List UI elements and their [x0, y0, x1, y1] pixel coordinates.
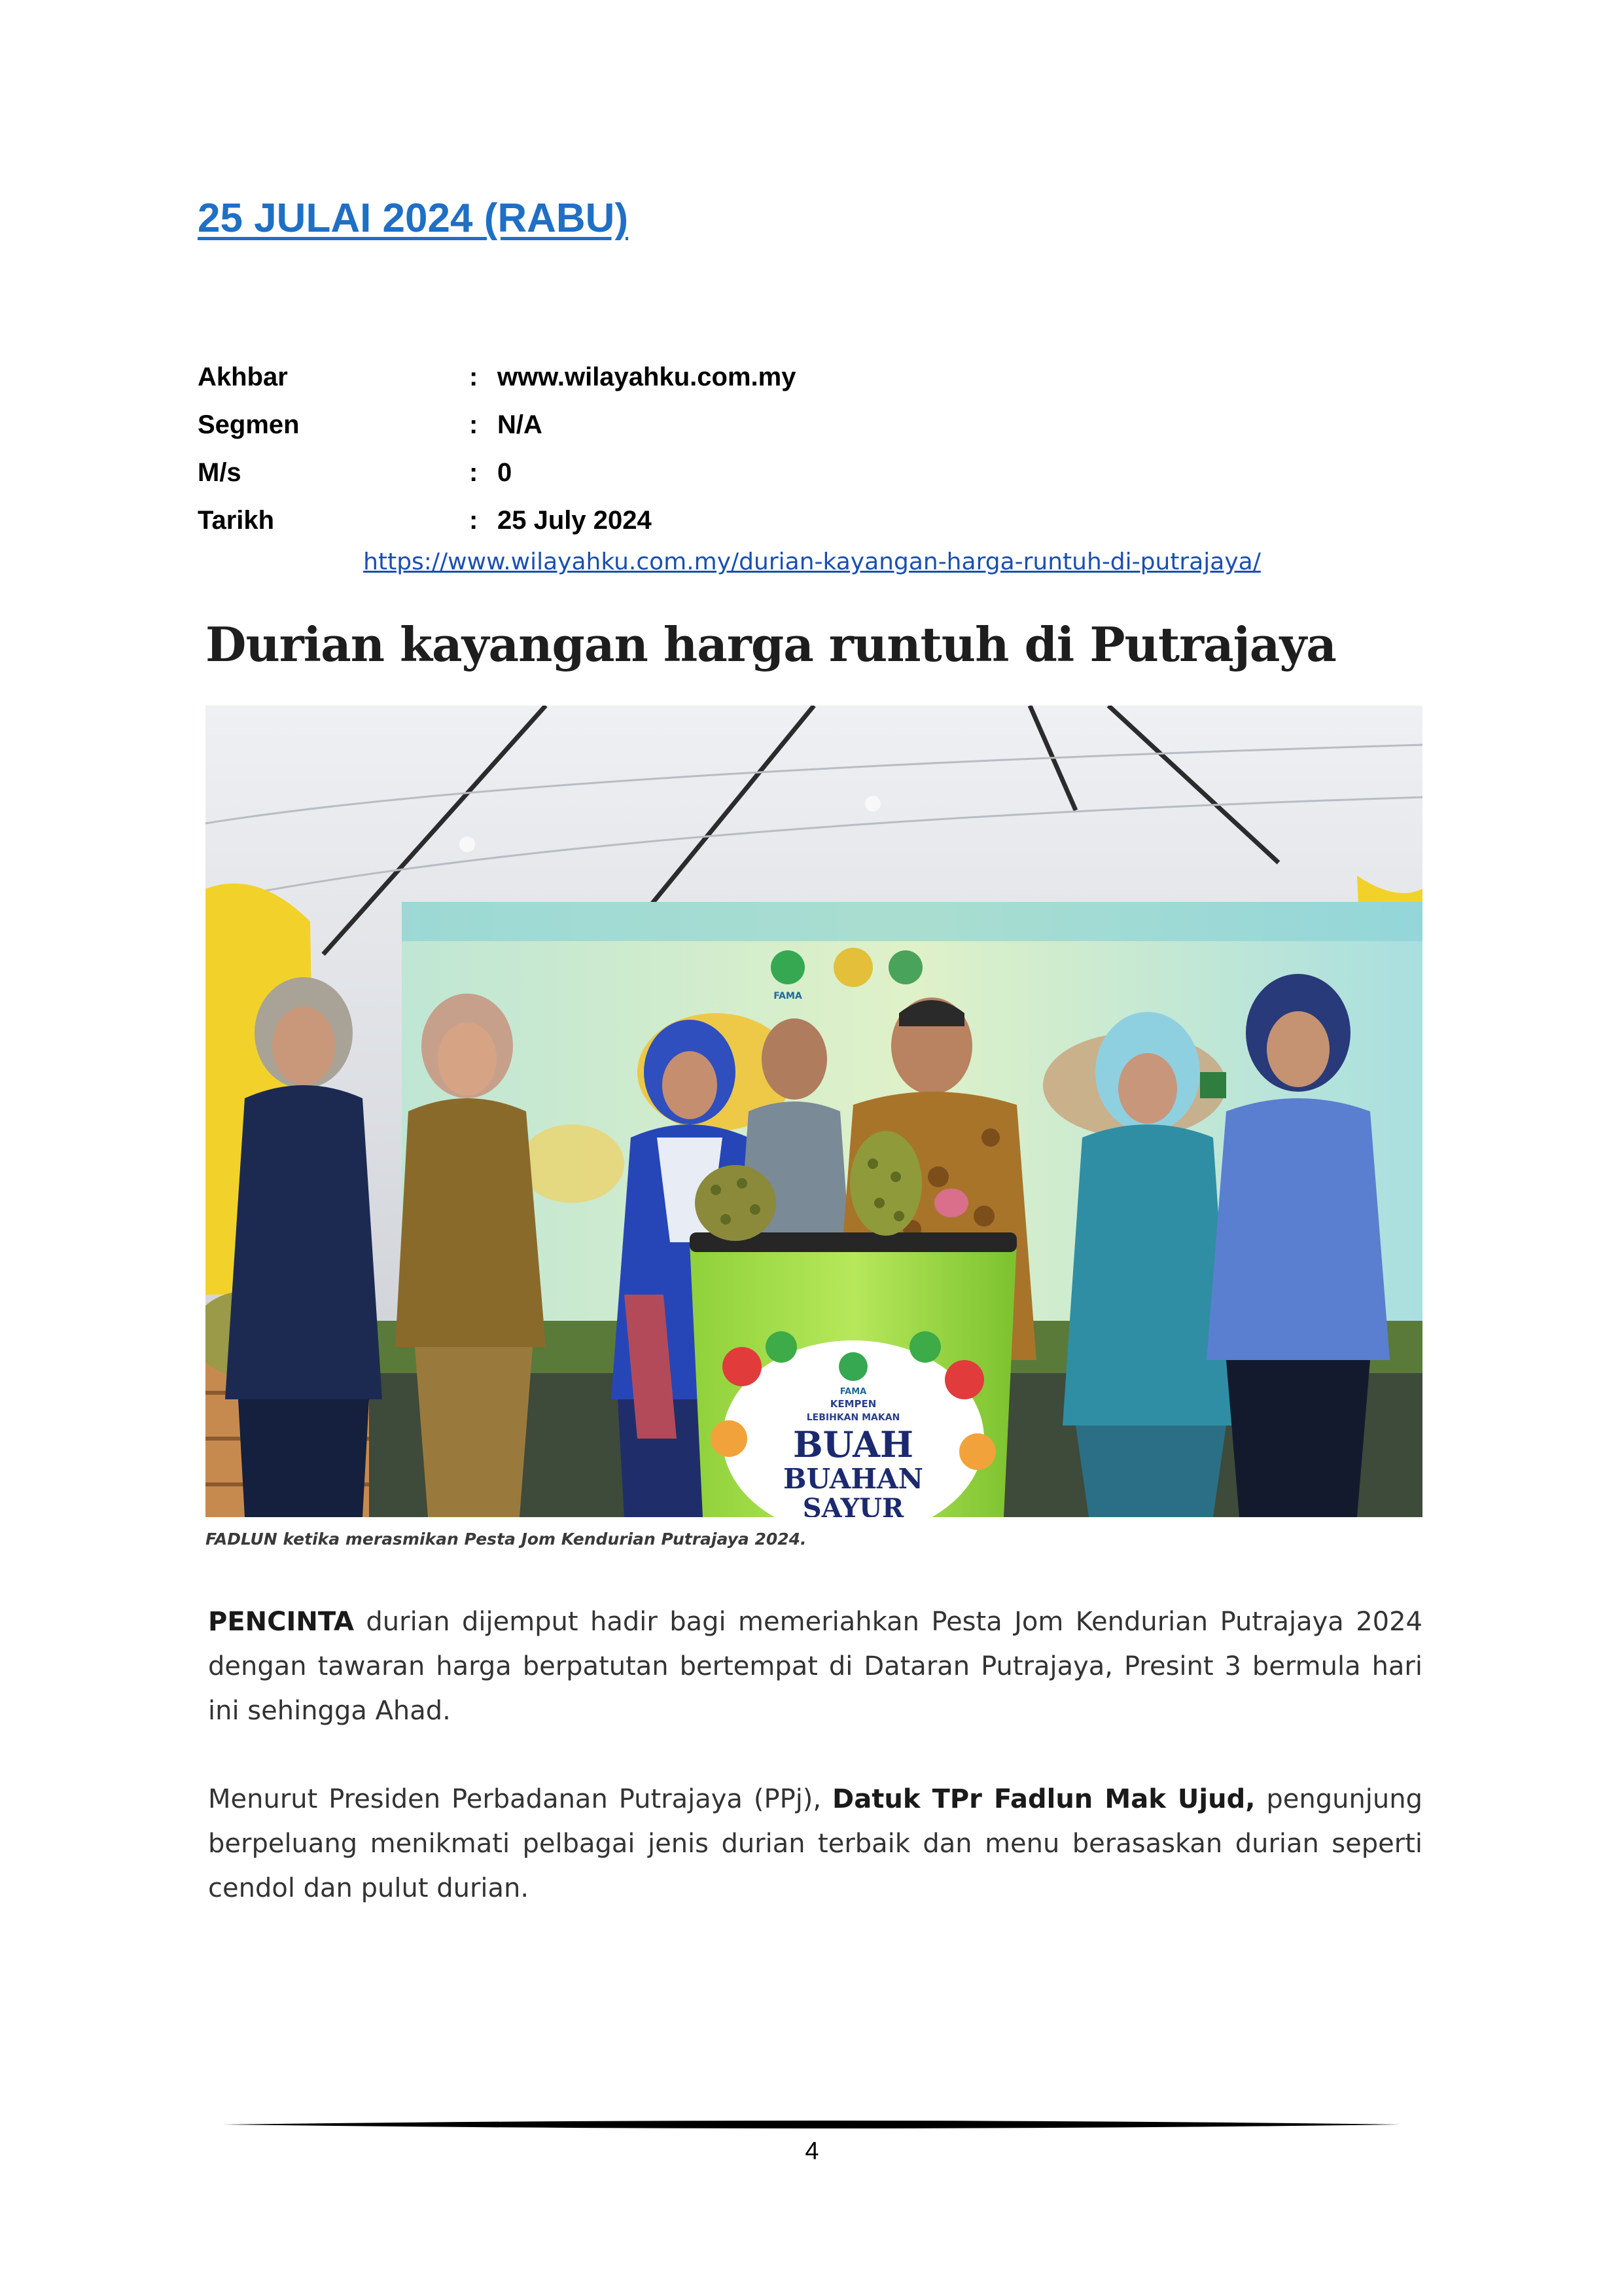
paragraph-2: [208, 1777, 1422, 1910]
bin-sign: [690, 1232, 1017, 1517]
page-number: 4: [805, 2138, 819, 2165]
article-link[interactable]: https://www.wilayahku.com.my/durian-kayangan-harga-runtuh-di-putrajaya/: [363, 548, 1261, 575]
meta-label: M/s: [198, 458, 241, 487]
meta-label: Segmen: [198, 410, 300, 439]
photo-caption: FADLUN ketika merasmikan Pesta Jom Kendurian Putrajaya 2024.: [205, 1530, 807, 1549]
meta-colon: :: [469, 506, 478, 535]
person-name: Datuk TPr Fadlun Mak Ujud,: [832, 1784, 1256, 1814]
meta-value: N/A: [497, 410, 542, 439]
sign-line-1: KEMPEN: [830, 1398, 877, 1410]
footer-divider: [222, 2118, 1400, 2131]
meta-colon: :: [469, 410, 478, 439]
sign-logo-text: FAMA: [839, 1387, 867, 1397]
meta-colon: :: [469, 363, 478, 391]
article-photo: [205, 706, 1422, 1517]
meta-row-tarikh: [198, 497, 796, 545]
sign-line-2: LEBIHKAN MAKAN: [806, 1412, 900, 1423]
meta-row-segmen: [198, 401, 796, 449]
meta-value: 0: [497, 458, 512, 487]
sign-line-3: BUAH: [793, 1424, 913, 1465]
sign-line-5: SAYUR: [802, 1493, 904, 1517]
meta-colon: :: [469, 458, 478, 487]
meta-value: 25 July 2024: [497, 506, 652, 535]
paragraph-2-end: pengunjung berpeluang menikmati pelbagai jenis durian terbaik dan menu berasaskan durian seperti cendol dan pulut durian.: [208, 1784, 1423, 1903]
backdrop-logo-text: FAMA: [773, 991, 802, 1001]
paragraph-1: [208, 1600, 1422, 1733]
meta-label: Akhbar: [198, 363, 288, 391]
lead-word: PENCINTA: [208, 1607, 354, 1637]
meta-row-ms: [198, 449, 796, 497]
paragraph-1-body: durian dijemput hadir bagi memeriahkan Pesta Jom Kendurian Putrajaya 2024 dengan tawaran harga berpatutan bertempat di Dataran Putrajaya, Presint 3 bermula hari ini sehingga Ahad.: [208, 1607, 1422, 1726]
paragraph-2-start: Menurut Presiden Perbadanan Putrajaya (PPj),: [208, 1784, 833, 1814]
meta-row-akhbar: [198, 353, 796, 401]
meta-value: www.wilayahku.com.my: [497, 363, 796, 391]
metadata-table: [198, 353, 796, 545]
article-title: Durian kayangan harga runtuh di Putrajaya: [205, 617, 1336, 672]
date-heading: 25 JULAI 2024 (RABU): [198, 196, 629, 241]
meta-label: Tarikh: [198, 506, 275, 535]
sign-line-4: BUAHAN: [783, 1463, 924, 1495]
